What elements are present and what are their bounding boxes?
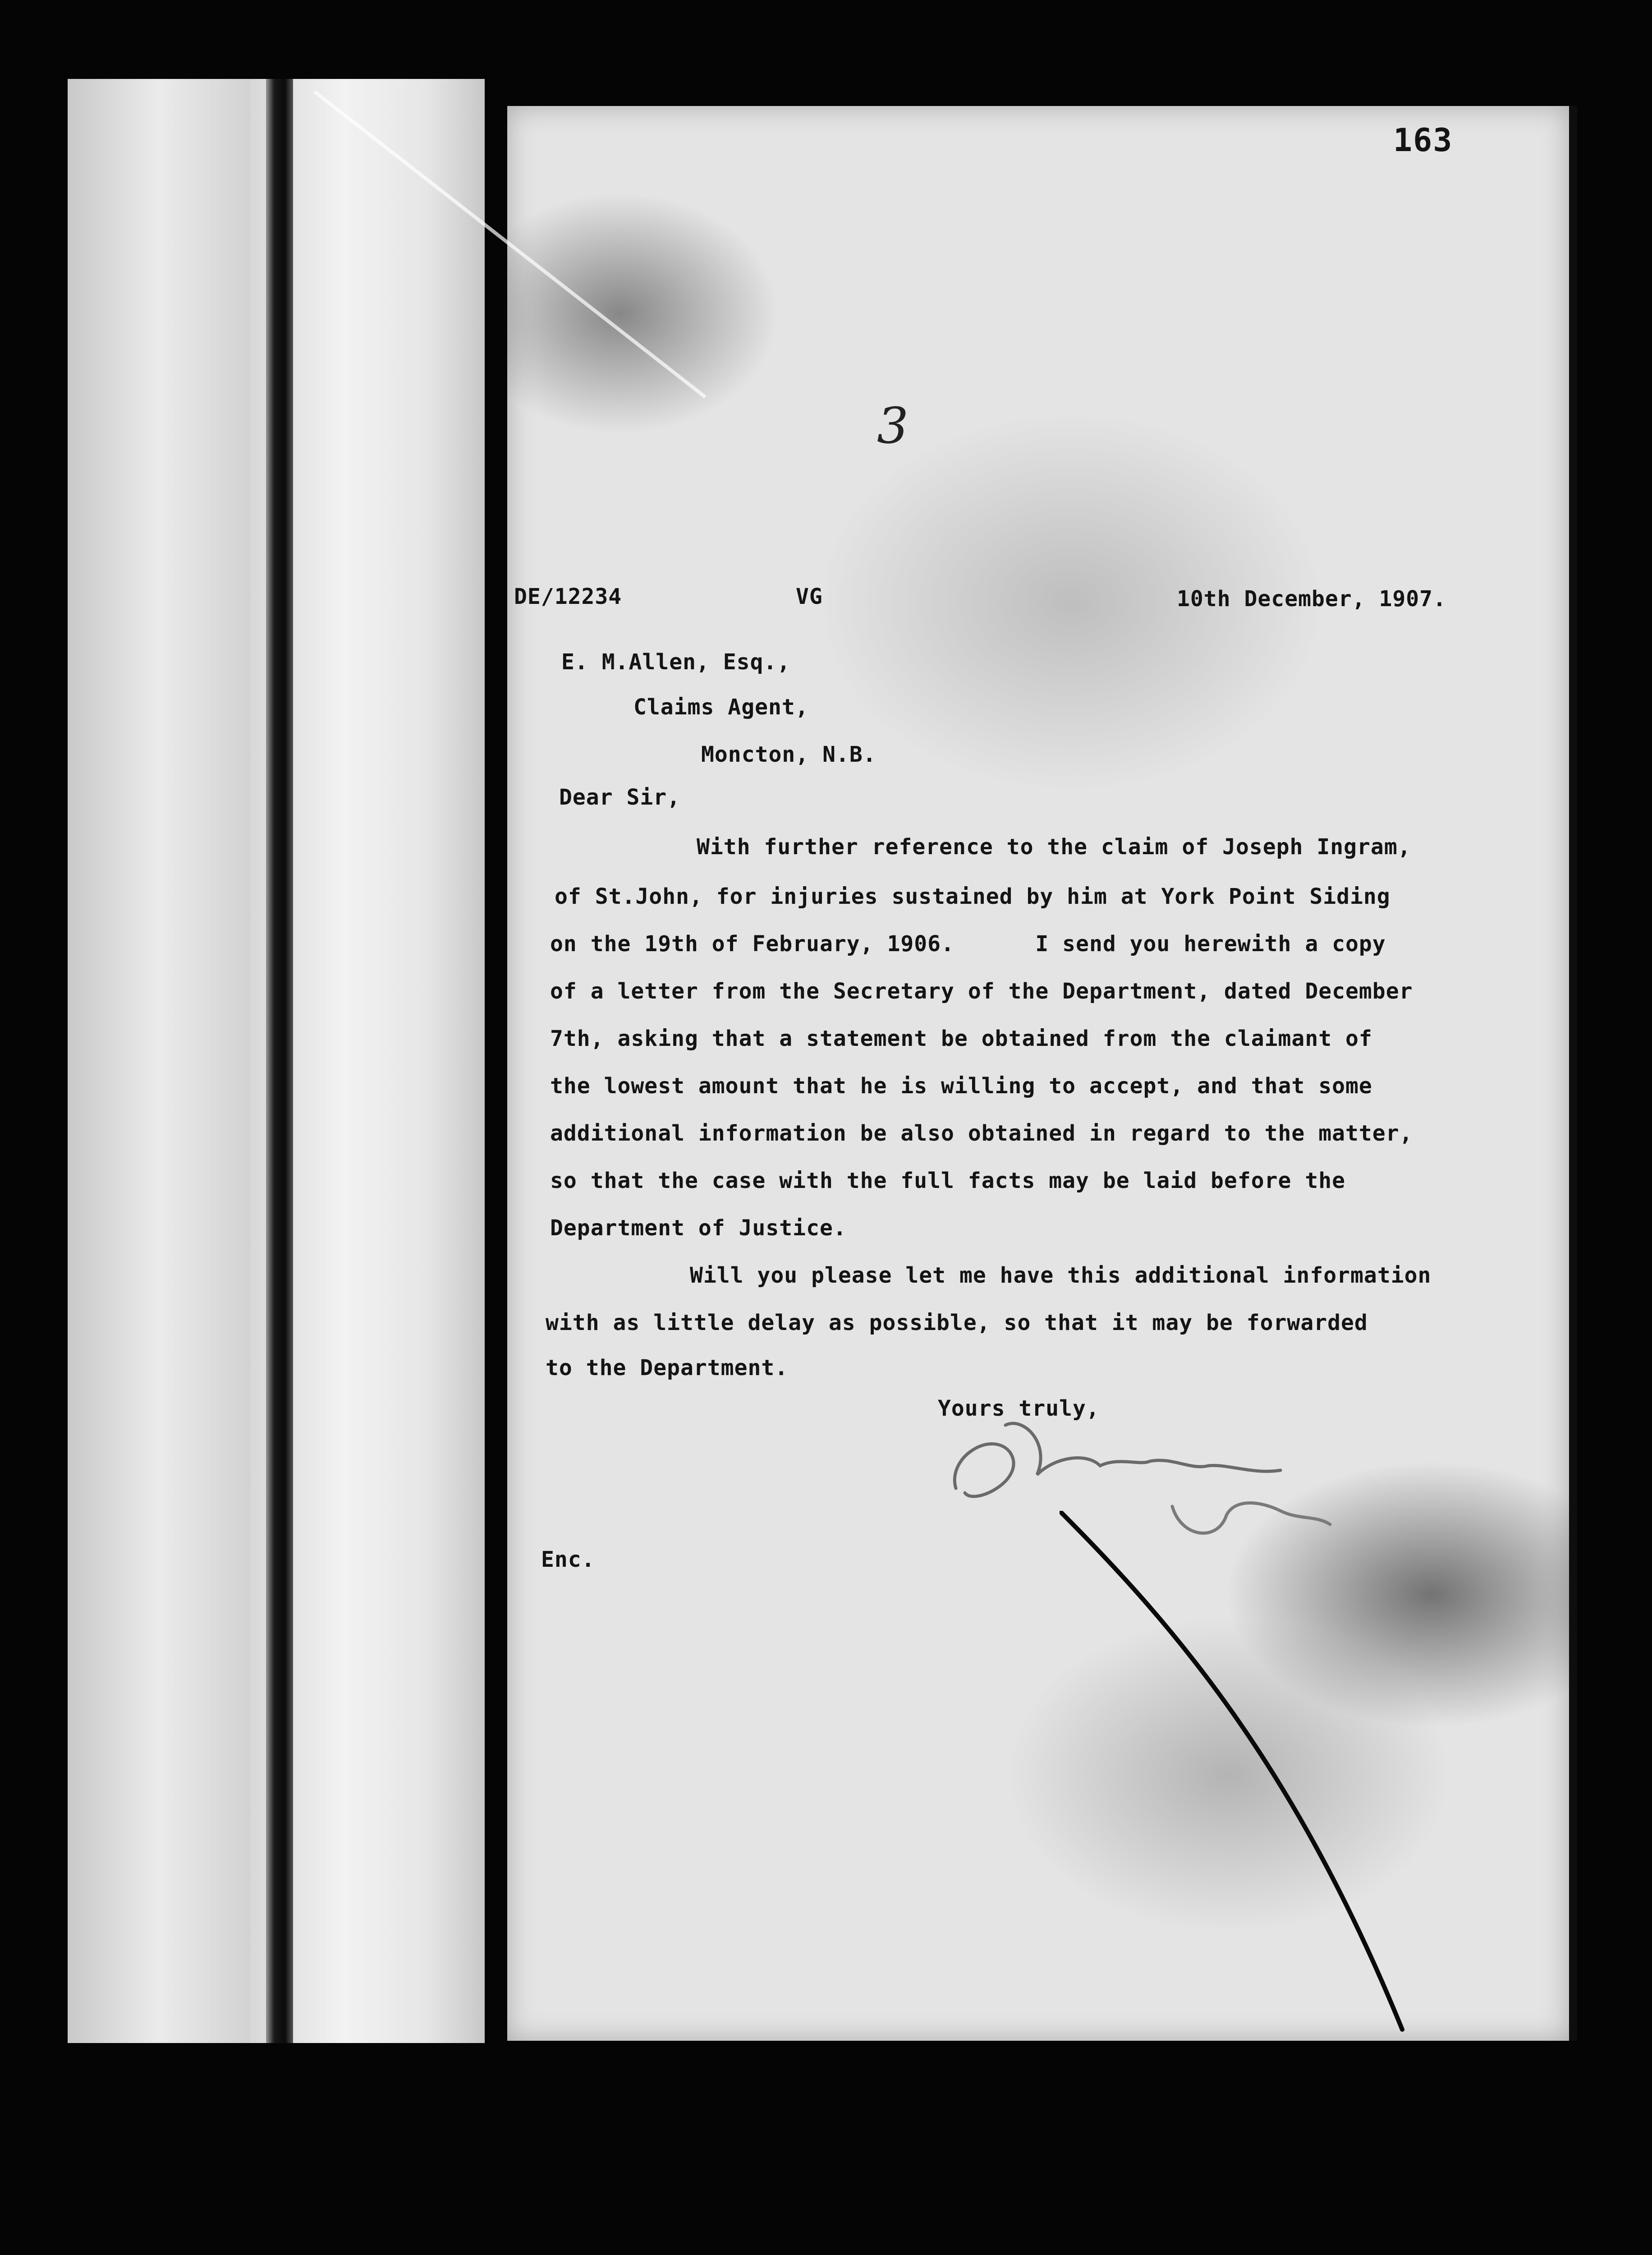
body-line: With further reference to the claim of Joseph Ingram, <box>697 834 1411 860</box>
folio-mark: 3 <box>877 397 909 455</box>
body-line: of a letter from the Secretary of the Department, dated December <box>550 979 1413 1004</box>
enclosure-note: Enc. <box>541 1547 595 1572</box>
body-line: on the 19th of February, 1906. I send you herewith a copy <box>550 931 1386 957</box>
body-line: with as little delay as possible, so that it may be forwarded <box>546 1310 1368 1335</box>
closing: Yours truly, <box>938 1396 1100 1421</box>
body-line: additional information be also obtained in regard to the matter, <box>550 1121 1413 1146</box>
body-line: of St.John, for injuries sustained by him at York Point Siding <box>555 884 1390 909</box>
file-reference: DE/12234 <box>514 584 622 609</box>
body-line: Department of Justice. <box>550 1215 847 1241</box>
binding-gap <box>266 79 293 2043</box>
left-page-strip <box>68 79 253 2043</box>
pen-stroke <box>1060 1511 1420 2052</box>
body-line: to the Department. <box>546 1355 789 1381</box>
salutation: Dear Sir, <box>559 785 681 810</box>
body-line: Will you please let me have this additional information <box>690 1263 1432 1288</box>
body-line: 7th, asking that a statement be obtained from the claimant of <box>550 1026 1372 1051</box>
page-number: 163 <box>1393 122 1453 159</box>
body-line: so that the case with the full facts may be laid before the <box>550 1168 1346 1193</box>
typist-initials: VG <box>796 584 823 609</box>
letter-date: 10th December, 1907. <box>1177 586 1446 612</box>
recipient-title: Claims Agent, <box>633 695 809 720</box>
recipient-name: E. M.Allen, Esq., <box>561 649 791 675</box>
recipient-location: Moncton, N.B. <box>701 742 876 767</box>
body-line: the lowest amount that he is willing to accept, and that some <box>550 1073 1372 1099</box>
